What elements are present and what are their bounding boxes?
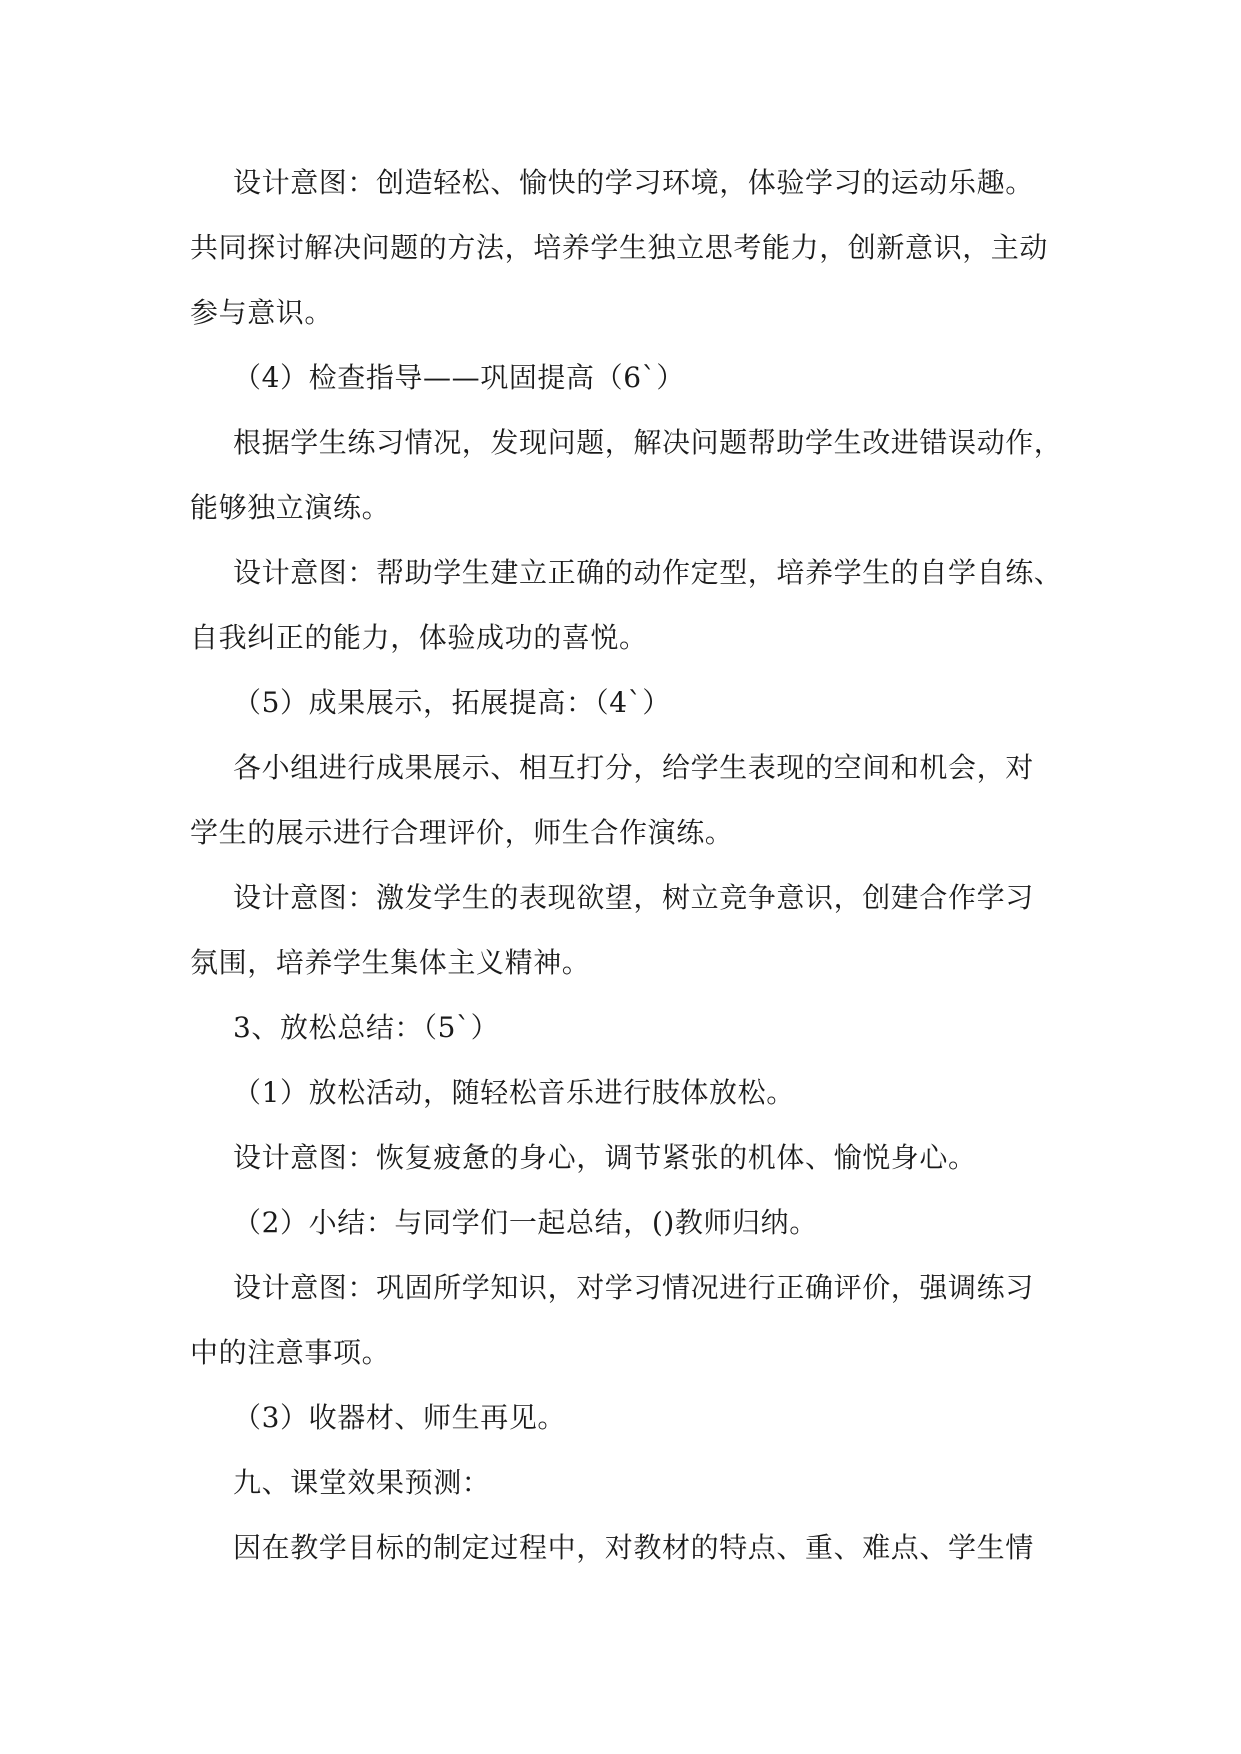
paragraph-line: 参与意识。 (190, 296, 334, 329)
section-heading: 3、放松总结：（5`） (233, 1011, 500, 1044)
paragraph-line: 设计意图：巩固所学知识，对学习情况进行正确评价，强调练习 (233, 1271, 1034, 1304)
section-heading: 九、课堂效果预测： (233, 1466, 491, 1499)
section-heading: （2）小结：与同学们一起总结，()教师归纳。 (233, 1206, 818, 1239)
paragraph-line: 设计意图：恢复疲惫的身心，调节紧张的机体、愉悦身心。 (233, 1141, 977, 1174)
section-heading: （4）检查指导——巩固提高（6`） (233, 361, 685, 394)
section-heading: （5）成果展示，拓展提高：（4`） (233, 686, 671, 719)
section-heading: （3）收器材、师生再见。 (233, 1401, 567, 1434)
paragraph-line: 中的注意事项。 (190, 1336, 391, 1369)
paragraph-line: 各小组进行成果展示、相互打分，给学生表现的空间和机会，对 (233, 751, 1034, 784)
paragraph-line: 设计意图：创造轻松、愉快的学习环境，体验学习的运动乐趣。 (233, 166, 1034, 199)
section-heading: （1）放松活动，随轻松音乐进行肢体放松。 (233, 1076, 795, 1109)
paragraph-line: 因在教学目标的制定过程中，对教材的特点、重、难点、学生情 (233, 1531, 1034, 1564)
paragraph-line: 设计意图：激发学生的表现欲望，树立竞争意识，创建合作学习 (233, 881, 1034, 914)
paragraph-line: 根据学生练习情况，发现问题，解决问题帮助学生改进错误动作， (233, 426, 1063, 459)
paragraph-line: 自我纠正的能力，体验成功的喜悦。 (190, 621, 648, 654)
paragraph-line: 共同探讨解决问题的方法，培养学生独立思考能力，创新意识，主动 (190, 231, 1049, 264)
paragraph-line: 氛围，培养学生集体主义精神。 (190, 946, 591, 979)
paragraph-line: 能够独立演练。 (190, 491, 391, 524)
paragraph-line: 设计意图：帮助学生建立正确的动作定型，培养学生的自学自练、 (233, 556, 1063, 589)
paragraph-line: 学生的展示进行合理评价，师生合作演练。 (190, 816, 734, 849)
